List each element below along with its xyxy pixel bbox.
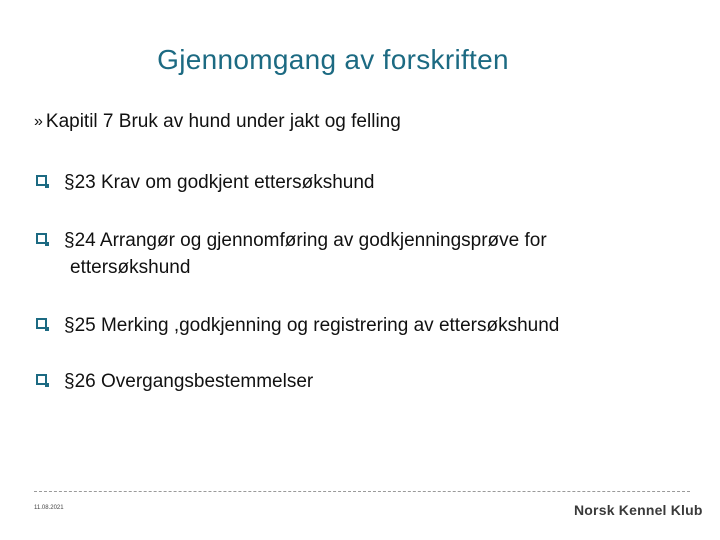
list-item-text bbox=[64, 368, 624, 395]
slide-title: Gjennomgang av forskriften bbox=[157, 44, 509, 75]
footer-divider bbox=[34, 491, 690, 492]
list-item-23 bbox=[36, 169, 624, 196]
square-bullet-icon bbox=[36, 374, 47, 385]
chevron-right-icon: » bbox=[34, 113, 43, 130]
list-item-text bbox=[64, 312, 624, 339]
square-bullet-icon bbox=[36, 318, 47, 329]
subtitle-text: Kapitil 7 Bruk av hund under jakt og felling bbox=[45, 111, 401, 132]
list-item-line: §24 Arrangør og gjennomføring av godkjenningsprøve for bbox=[64, 230, 547, 251]
list-item-24 bbox=[36, 227, 624, 281]
list-item-text bbox=[64, 227, 624, 281]
square-bullet-icon bbox=[36, 233, 47, 244]
nkk-logo: Norsk Kennel Klub bbox=[574, 502, 703, 518]
list-item-25 bbox=[36, 312, 624, 339]
list-item-line: §26 Overgangsbestemmelser bbox=[64, 371, 314, 392]
footer-date: 11.08.2021 bbox=[34, 505, 64, 511]
list-item-line: §25 Merking ,godkjenning og registrering av ettersøkshund bbox=[64, 315, 560, 336]
list-item-26 bbox=[36, 368, 624, 395]
list-item-text bbox=[64, 169, 624, 196]
list-item-line: §23 Krav om godkjent ettersøkshund bbox=[64, 172, 375, 193]
slide-subtitle bbox=[34, 111, 401, 133]
square-bullet-icon bbox=[36, 175, 47, 186]
list-item-line-continued: ettersøkshund bbox=[70, 257, 191, 278]
